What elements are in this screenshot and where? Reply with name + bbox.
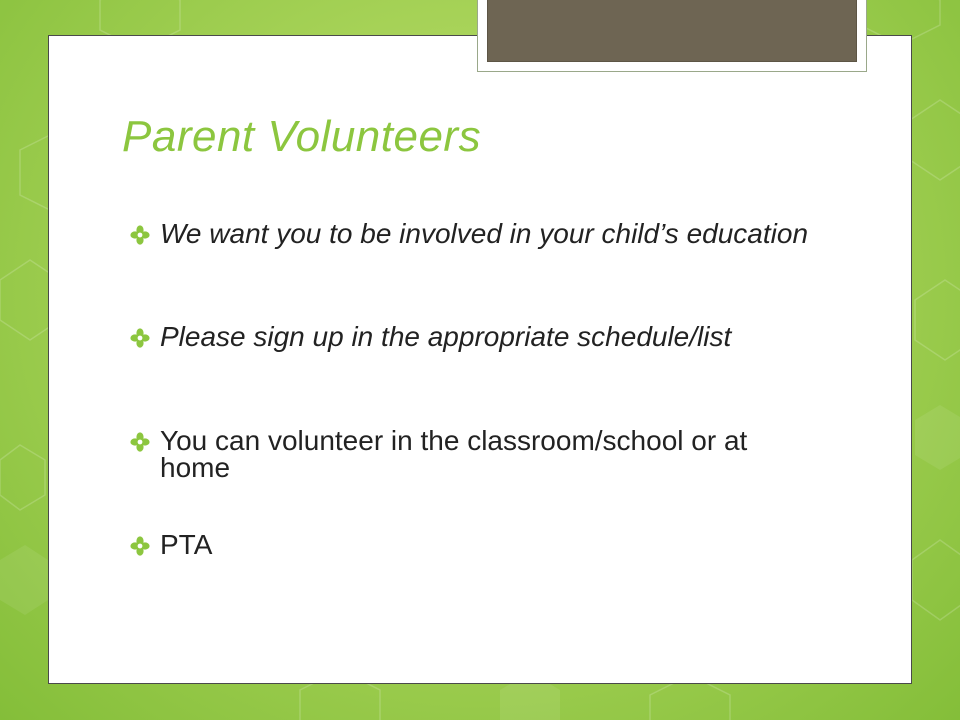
four-petal-flower-icon — [130, 432, 160, 457]
four-petal-flower-icon — [130, 328, 160, 353]
bullet-item — [130, 427, 830, 481]
bullet-item — [130, 323, 830, 353]
bullet-text: We want you to be involved in your child’s education — [160, 218, 809, 249]
bullet-item — [130, 531, 830, 561]
header-tab — [487, 0, 857, 62]
bullet-item — [130, 220, 830, 250]
header-tab-frame — [477, 0, 867, 72]
four-petal-flower-icon — [130, 536, 160, 561]
bullet-text: PTA — [160, 529, 213, 560]
bullet-text: Please sign up in the appropriate schedule/list — [160, 321, 732, 352]
slide-title: Parent Volunteers — [122, 112, 482, 161]
bullet-text: You can volunteer in the classroom/school or at home — [160, 425, 748, 483]
four-petal-flower-icon — [130, 225, 160, 250]
